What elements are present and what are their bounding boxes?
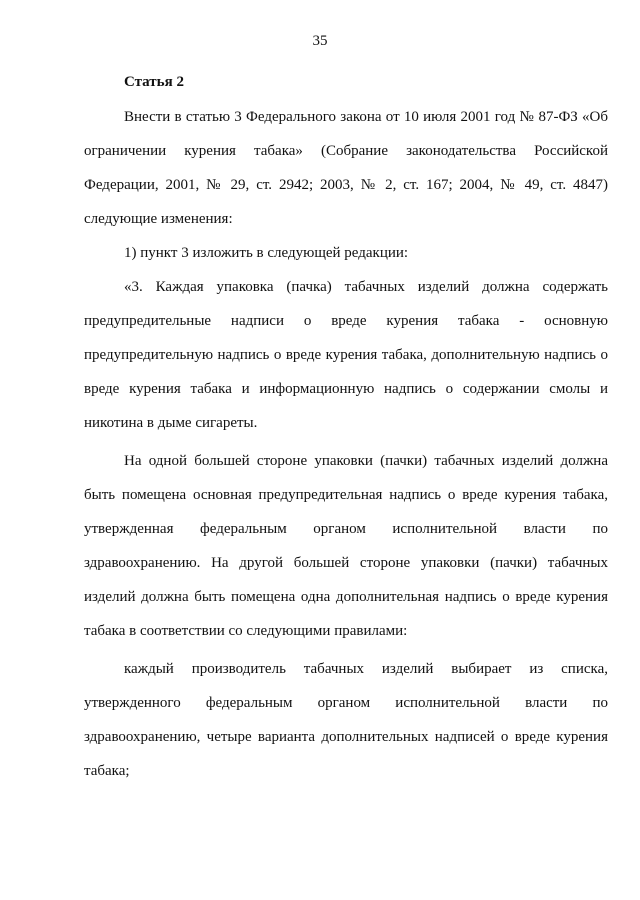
paragraph-amendment-intro: Внести в статью 3 Федерального закона от 10 июля 2001 год № 87-ФЗ «Об ограничении курения табака» (Собрание законодательства Российской Федерации, 2001, № 29, ст. 2942; 2003, № 2, ст. 167; 2004, № 49, ст. 4847) следующие изменения:: [84, 109, 608, 227]
page-number: 35: [312, 33, 328, 49]
document-body: [84, 100, 608, 788]
paragraph-package-side: На одной большей стороне упаковки (пачки) табачных изделий должна быть помещена основная предупредительная надпись о вреде курения табака, утвержденная федеральным органом исполнительной власти по здравоохранению. На другой большей стороне упаковки (пачки) табачных изделий должна быть помещена одна дополнительная надпись о вреде курения табака в соответствии со следующими правилами:: [84, 453, 608, 639]
paragraph-point-3: «3. Каждая упаковка (пачка) табачных изделий должна содержать предупредительные надписи о вреде курения табака - основную предупредительную надпись о вреде курения табака, дополнительную надпись о вреде курения табака и информационную надпись о содержании смолы и никотина в дыме сигареты.: [84, 279, 608, 431]
paragraph-item-1: 1) пункт 3 изложить в следующей редакции:: [124, 245, 409, 261]
paragraph-manufacturer-rule: каждый производитель табачных изделий выбирает из списка, утвержденного федеральным органом исполнительной власти по здравоохранению, четыре варианта дополнительных надписей о вреде курения табака;: [84, 661, 608, 779]
article-heading: Статья 2: [124, 74, 184, 90]
